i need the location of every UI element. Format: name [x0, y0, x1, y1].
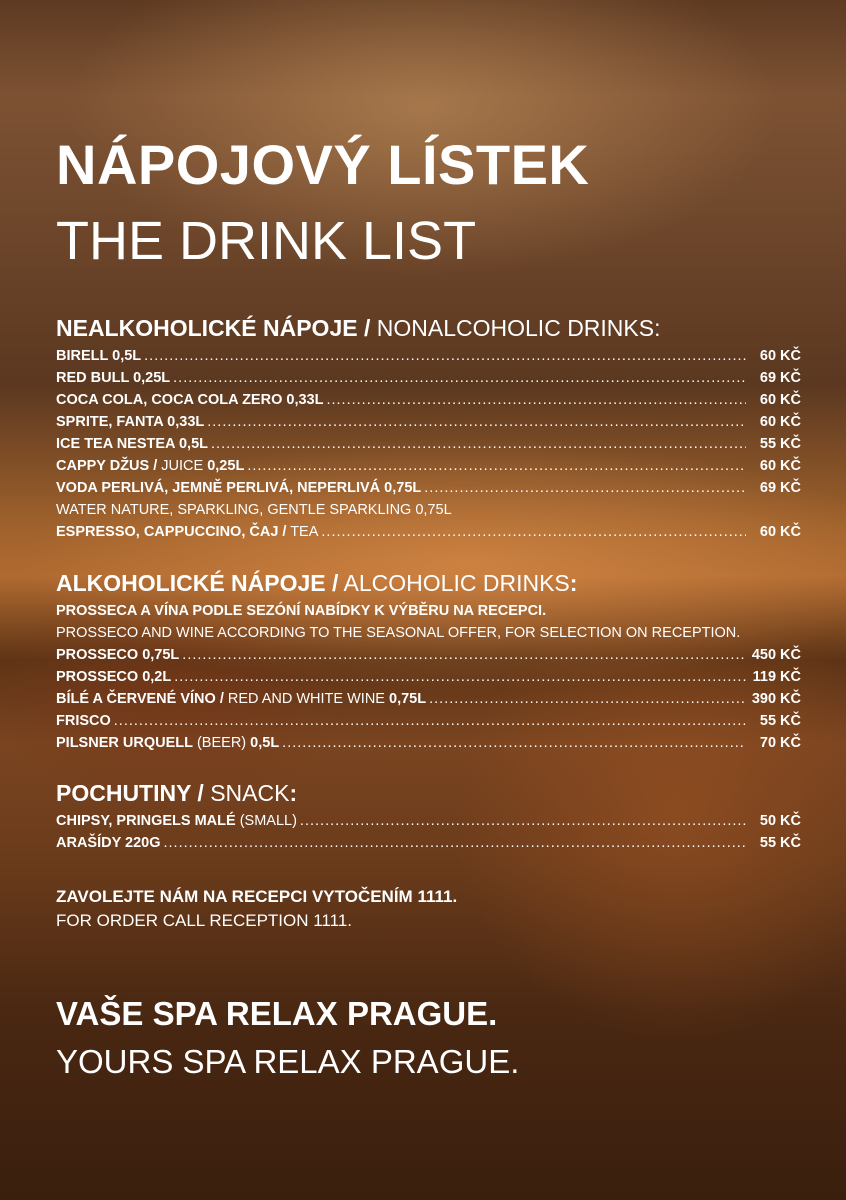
nonalcoholic-section: [56, 314, 801, 543]
snack-heading-en: SNACK: [203, 780, 290, 806]
menu-item-row: [56, 832, 801, 854]
menu-item-row: [56, 810, 801, 832]
menu-item-row: [56, 477, 801, 499]
item-price: 60 KČ: [759, 348, 801, 364]
order-line-cz: ZAVOLEJTE NÁM NA RECEPCI VYTOČENÍM 1111.: [56, 887, 458, 906]
item-name: ICE TEA NESTEA 0,5L: [56, 436, 209, 452]
menu-item-row: [56, 345, 801, 367]
item-name: RED BULL 0,25L: [56, 370, 171, 386]
alcoholic-heading-en: ALCOHOLIC DRINKS: [338, 570, 570, 596]
snack-heading-cz: POCHUTINY /: [56, 780, 204, 806]
item-name: BIRELL 0,5L: [56, 348, 142, 364]
dot-leader: [282, 732, 746, 754]
water-note: WATER NATURE, SPARKLING, GENTLE SPARKLING 0,75L: [56, 502, 452, 518]
menu-item-row: [56, 433, 801, 455]
item-price: 55 KČ: [759, 713, 801, 729]
item-price: 50 KČ: [759, 813, 801, 829]
item-price: 450 KČ: [751, 647, 801, 663]
item-price: 60 KČ: [759, 524, 801, 540]
item-price: 70 KČ: [759, 735, 801, 751]
dot-leader: [247, 455, 746, 477]
menu-item-row: [56, 455, 801, 477]
order-line-en: FOR ORDER CALL RECEPTION 1111.: [56, 911, 352, 930]
item-name: PROSSECO 0,75L: [56, 647, 180, 663]
alcoholic-section: [56, 569, 801, 754]
menu-item-row: [56, 521, 801, 543]
dot-leader: [424, 477, 746, 499]
menu-item-row: [56, 688, 801, 710]
item-price: 55 KČ: [759, 436, 801, 452]
nonalcoholic-heading: [56, 314, 801, 342]
dot-leader: [211, 433, 746, 455]
dot-leader: [114, 710, 746, 732]
dot-leader: [326, 389, 746, 411]
item-price: 60 KČ: [759, 392, 801, 408]
item-name: CAPPY DŽUS / JUICE 0,25L: [56, 458, 245, 474]
dot-leader: [321, 521, 746, 543]
dot-leader: [429, 688, 746, 710]
item-price: 69 KČ: [759, 480, 801, 496]
page-subtitle: THE DRINK LIST: [56, 211, 477, 271]
alcoholic-heading-cz: ALKOHOLICKÉ NÁPOJE /: [56, 570, 339, 596]
alcoholic-heading: ALKOHOLICKÉ NÁPOJE / ALCOHOLIC DRINKS:: [56, 570, 578, 596]
dot-leader: [164, 832, 747, 854]
snack-section: [56, 779, 801, 854]
menu-item-row: [56, 644, 801, 666]
item-name: FRISCO: [56, 713, 111, 729]
dot-leader: [207, 411, 746, 433]
dot-leader: [144, 345, 746, 367]
page-title: NÁPOJOVÝ LÍSTEK: [56, 133, 590, 196]
item-price: 60 KČ: [759, 414, 801, 430]
footer-line-cz: VAŠE SPA RELAX PRAGUE.: [56, 995, 498, 1032]
snack-heading: POCHUTINY / SNACK:: [56, 780, 298, 806]
alcoholic-note-cz: PROSSECA A VÍNA PODLE SEZÓNÍ NABÍDKY K VÝBĚRU NA RECEPCI.: [56, 603, 547, 619]
item-price: 390 KČ: [751, 691, 801, 707]
menu-item-row: [56, 710, 801, 732]
item-name: ESPRESSO, CAPPUCCINO, ČAJ / TEA: [56, 524, 319, 540]
dot-leader: [174, 666, 746, 688]
nonalcoholic-heading-cz: NEALKOHOLICKÉ NÁPOJE /: [56, 315, 371, 341]
dot-leader: [300, 810, 746, 832]
item-price: 119 KČ: [752, 669, 801, 685]
alcoholic-note-en: PROSSECO AND WINE ACCORDING TO THE SEASONAL OFFER, FOR SELECTION ON RECEPTION.: [56, 625, 741, 641]
menu-item-row: [56, 411, 801, 433]
item-name: VODA PERLIVÁ, JEMNĚ PERLIVÁ, NEPERLIVÁ 0,75L: [56, 480, 422, 496]
item-price: 55 KČ: [759, 835, 801, 851]
order-instructions: [56, 885, 457, 933]
nonalcoholic-heading-en: NONALCOHOLIC DRINKS:: [370, 315, 661, 341]
item-name: COCA COLA, COCA COLA ZERO 0,33L: [56, 392, 324, 408]
menu-item-row: [56, 666, 801, 688]
dot-leader: [182, 644, 746, 666]
item-name: PROSSECO 0,2L: [56, 669, 172, 685]
item-price: 69 KČ: [759, 370, 801, 386]
item-name: BÍLÉ A ČERVENÉ VÍNO / RED AND WHITE WINE 0,75L: [56, 691, 427, 707]
footer-line-en: YOURS SPA RELAX PRAGUE.: [56, 1043, 520, 1080]
item-price: 60 KČ: [759, 458, 801, 474]
menu-item-row: [56, 367, 801, 389]
menu-item-row: [56, 389, 801, 411]
dot-leader: [173, 367, 746, 389]
item-name: ARAŠÍDY 220G: [56, 835, 161, 851]
item-name: SPRITE, FANTA 0,33L: [56, 414, 205, 430]
footer-tagline: [56, 992, 519, 1084]
menu-item-row: [56, 732, 801, 754]
item-name: CHIPSY, PRINGELS MALÉ (SMALL): [56, 813, 297, 829]
item-name: PILSNER URQUELL (BEER) 0,5L: [56, 735, 280, 751]
